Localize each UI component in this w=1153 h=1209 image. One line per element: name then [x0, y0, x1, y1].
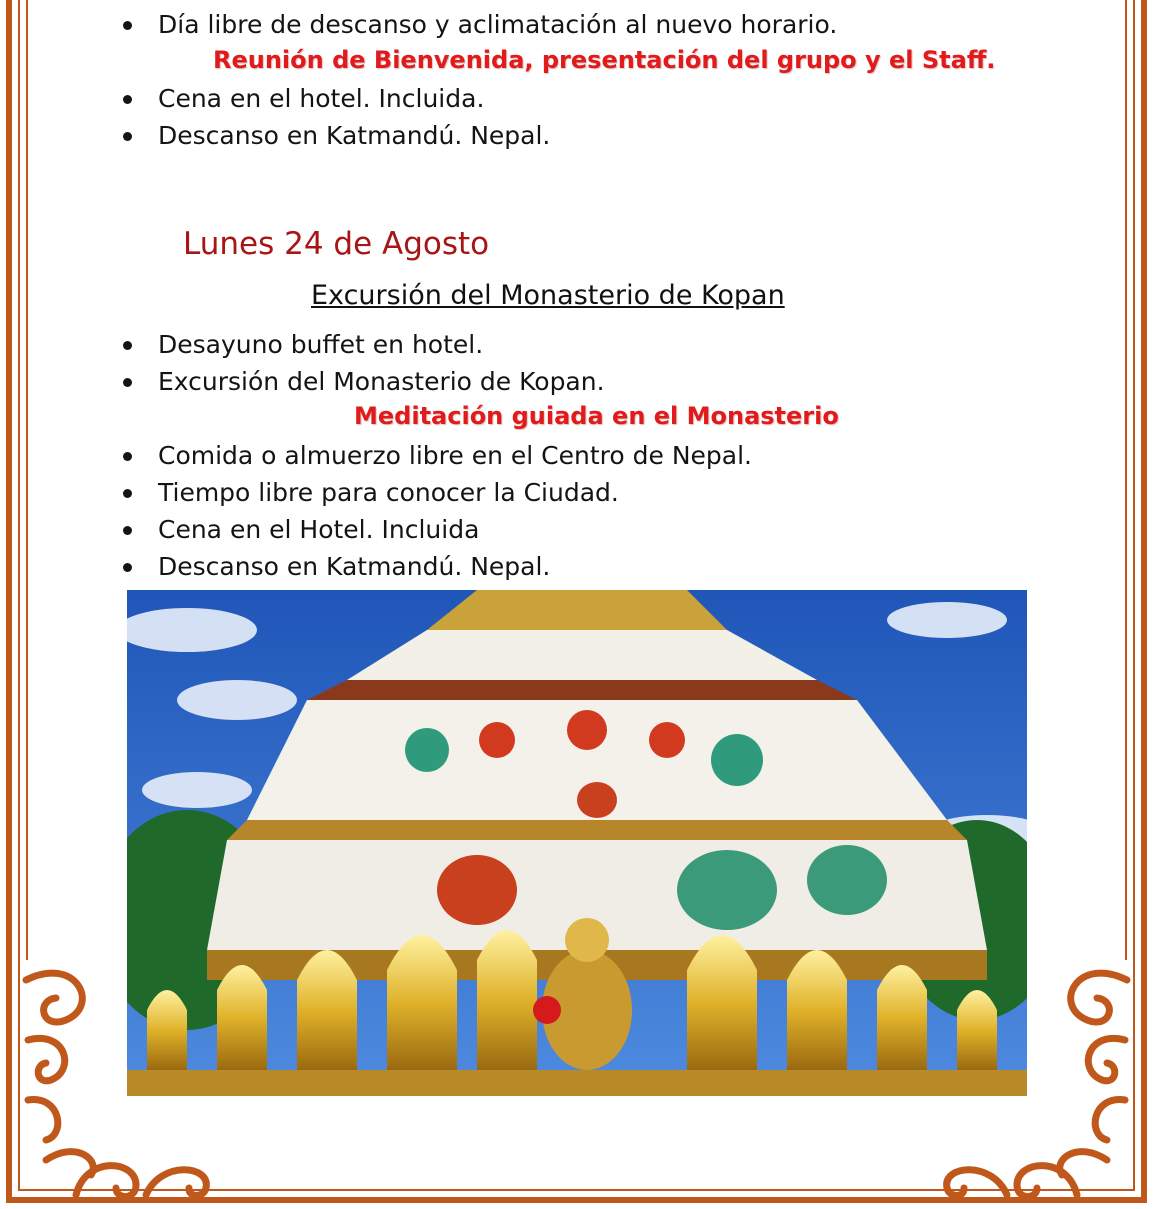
bullet-icon	[123, 563, 132, 572]
welcome-meeting-note: Reunión de Bienvenida, presentación del grupo y el Staff.	[213, 46, 996, 74]
frame-line-left	[26, 0, 28, 960]
bullet-icon	[123, 526, 132, 535]
bullet-icon	[123, 378, 132, 387]
list-item: Descanso en Katmandú. Nepal.	[110, 548, 752, 585]
list-item: Excursión del Monasterio de Kopan.	[110, 363, 605, 400]
day-title: Lunes 24 de Agosto	[183, 226, 490, 262]
stupa-icon	[127, 590, 1027, 1096]
bullet-icon	[123, 21, 132, 30]
list-item: Cena en el hotel. Incluida.	[110, 80, 550, 117]
list-item: Descanso en Katmandú. Nepal.	[110, 117, 550, 154]
bullet-icon	[123, 341, 132, 350]
day-list-b	[110, 437, 752, 585]
list-item: Desayuno buffet en hotel.	[110, 326, 605, 363]
list-item: Día libre de descanso y aclimatación al nuevo horario.	[110, 6, 837, 43]
bullet-icon	[123, 452, 132, 461]
list-item: Cena en el Hotel. Incluida	[110, 511, 752, 548]
meditation-note: Meditación guiada en el Monasterio	[354, 402, 839, 430]
bullet-icon	[123, 489, 132, 498]
list-item: Tiempo libre para conocer la Ciudad.	[110, 474, 752, 511]
bullet-icon	[123, 95, 132, 104]
day-list-a	[110, 326, 605, 400]
prev-list-b	[110, 80, 550, 154]
frame-line-right	[1125, 0, 1127, 960]
bullet-icon	[123, 132, 132, 141]
list-item: Comida o almuerzo libre en el Centro de Nepal.	[110, 437, 752, 474]
excursion-title: Excursión del Monasterio de Kopan	[311, 280, 785, 311]
kopan-stupa-photo	[127, 590, 1027, 1096]
prev-list-a	[110, 6, 837, 43]
